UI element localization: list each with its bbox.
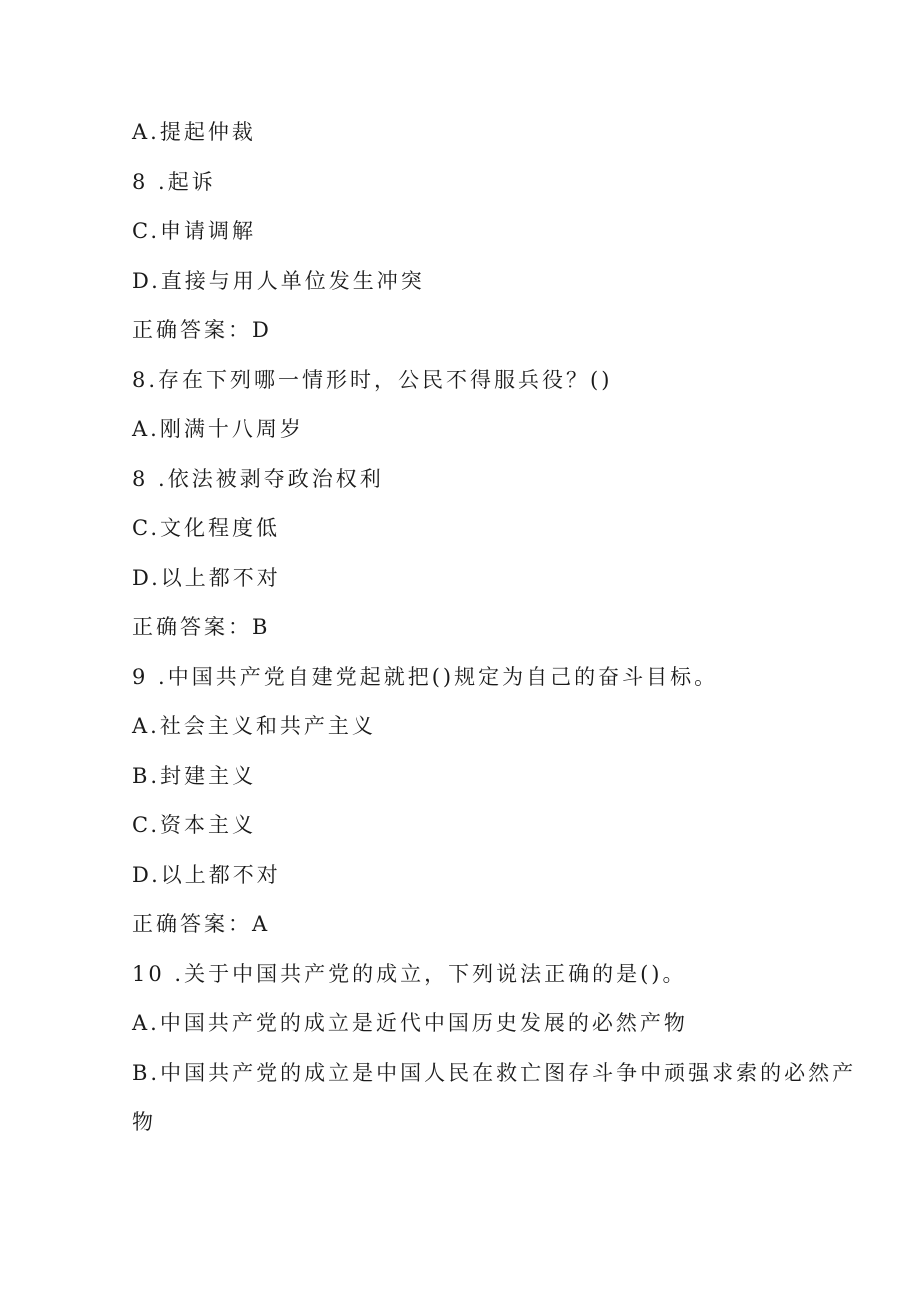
question-8: 8.存在下列哪一情形时，公民不得服兵役？()	[132, 368, 613, 392]
q10-option-a: A.中国共产党的成立是近代中国历史发展的必然产物	[132, 1011, 688, 1035]
option-b-lawsuit: 8 .起诉	[132, 170, 216, 194]
q8-option-d: D.以上都不对	[132, 566, 281, 590]
q9-option-d: D.以上都不对	[132, 863, 281, 887]
option-a-arbitration: A.提起仲裁	[132, 120, 256, 144]
question-10: 10 .关于中国共产党的成立，下列说法正确的是()。	[132, 962, 687, 986]
q10-option-b: B.中国共产党的成立是中国人民在救亡图存斗争中顽强求索的必然产	[132, 1061, 857, 1085]
answer-8: 正确答案：B	[132, 615, 271, 639]
question-9: 9 .中国共产党自建党起就把()规定为自己的奋斗目标。	[132, 665, 719, 689]
option-d-conflict: D.直接与用人单位发生冲突	[132, 269, 425, 293]
q8-option-c: C.文化程度低	[132, 516, 280, 540]
answer-7: 正确答案：D	[132, 318, 272, 342]
option-c-mediation: C.申请调解	[132, 219, 256, 243]
q8-option-a: A.刚满十八周岁	[132, 417, 304, 441]
q9-option-a: A.社会主义和共产主义	[132, 714, 376, 738]
q9-option-b: B.封建主义	[132, 764, 257, 788]
q9-option-c: C.资本主义	[132, 813, 256, 837]
q8-option-b: 8 .依法被剥夺政治权利	[132, 467, 384, 491]
q10-option-b-continuation: 物	[132, 1110, 156, 1134]
answer-9: 正确答案：A	[132, 912, 271, 936]
